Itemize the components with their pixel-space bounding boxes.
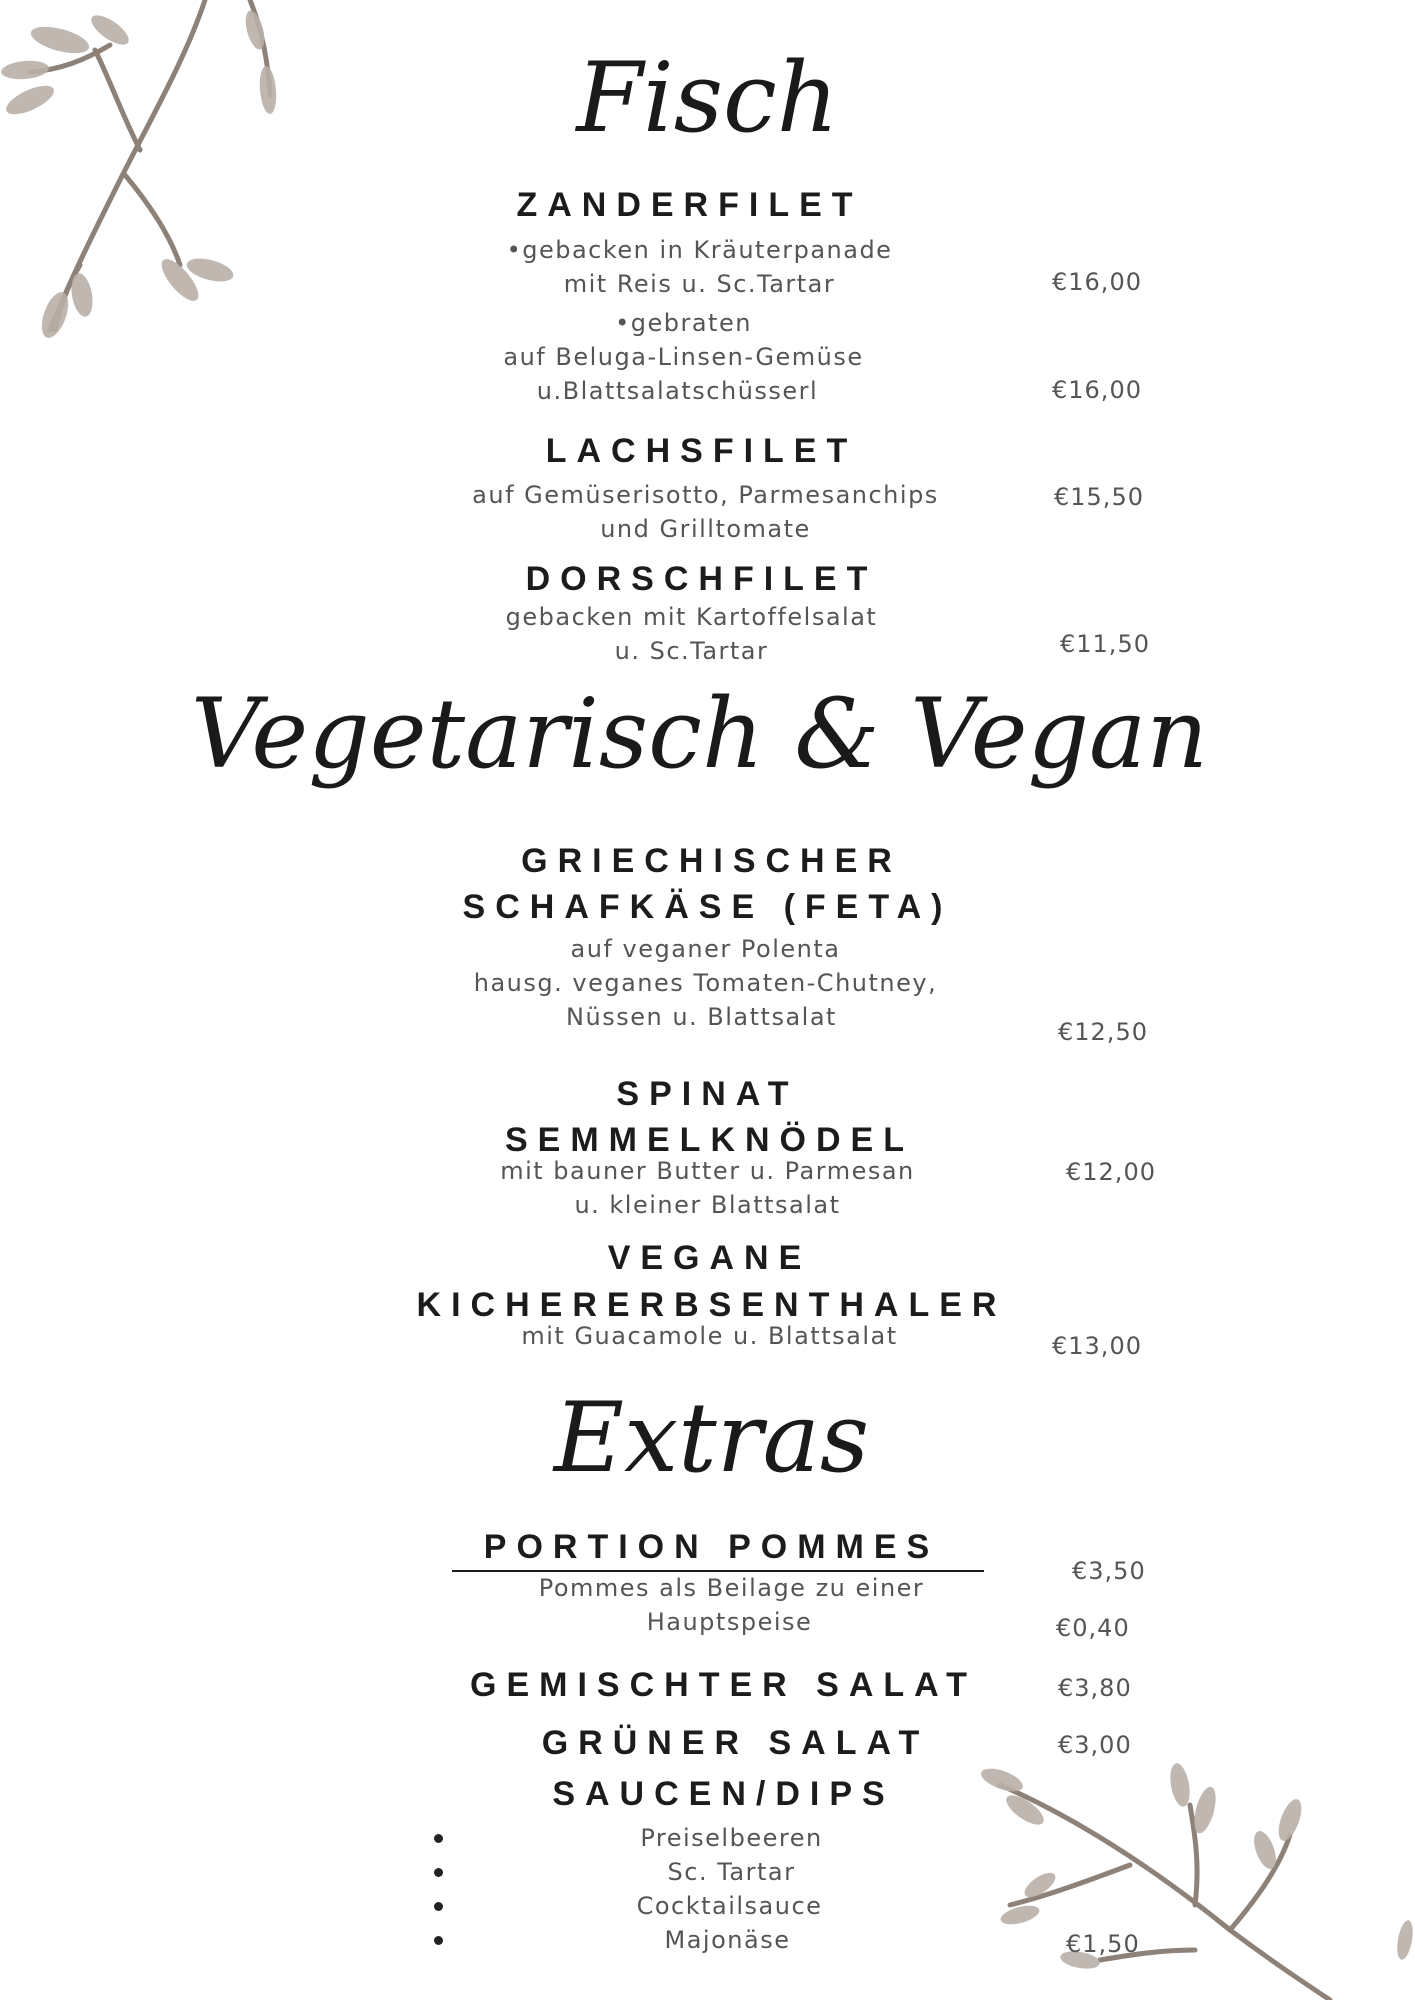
- item-desc: mit Reis u. Sc.Tartar: [563, 270, 836, 298]
- item-name-semmelknoedel: SEMMELKNÖDEL: [505, 1121, 914, 1159]
- list-item: Preiselbeeren: [640, 1824, 823, 1852]
- item-name-gemischter-salat: GEMISCHTER SALAT: [470, 1666, 977, 1704]
- item-name-portion-pommes: PORTION POMMES: [483, 1528, 940, 1566]
- item-price: €3,80: [1058, 1674, 1132, 1702]
- item-desc: •gebraten: [615, 309, 752, 337]
- item-price: €11,50: [1060, 630, 1150, 658]
- item-name-schafkaese: SCHAFKÄSE (FETA): [462, 888, 953, 926]
- item-desc: auf Gemüserisotto, Parmesanchips: [472, 481, 939, 509]
- item-price: €12,00: [1066, 1158, 1156, 1186]
- item-desc: Hauptspeise: [646, 1608, 813, 1636]
- section-title-fisch: Fisch: [576, 42, 839, 154]
- item-desc: auf veganer Polenta: [570, 935, 841, 963]
- item-name-dorschfilet: DORSCHFILET: [525, 560, 878, 598]
- item-name-vegane: VEGANE: [607, 1239, 812, 1277]
- item-price: €15,50: [1054, 483, 1144, 511]
- item-desc: gebacken mit Kartoffelsalat: [505, 603, 878, 631]
- item-price: €3,50: [1072, 1557, 1146, 1585]
- item-desc: u. kleiner Blattsalat: [574, 1191, 841, 1219]
- item-price: €13,00: [1052, 1332, 1142, 1360]
- item-desc: Pommes als Beilage zu einer: [538, 1574, 925, 1602]
- item-price: €16,00: [1052, 268, 1142, 296]
- item-name-spinat: SPINAT: [616, 1075, 799, 1113]
- item-price: €0,40: [1056, 1614, 1130, 1642]
- item-price: €12,50: [1058, 1018, 1148, 1046]
- list-item: Sc. Tartar: [667, 1858, 796, 1886]
- item-name-lachsfilet: LACHSFILET: [545, 432, 858, 470]
- item-desc: mit bauner Butter u. Parmesan: [500, 1157, 915, 1185]
- item-price: €3,00: [1058, 1731, 1132, 1759]
- item-name-griechischer: GRIECHISCHER: [521, 842, 902, 880]
- item-name-gruener-salat: GRÜNER SALAT: [541, 1724, 930, 1762]
- list-item: Majonäse: [664, 1926, 791, 1954]
- item-desc: und Grilltomate: [600, 515, 811, 543]
- item-desc: hausg. veganes Tomaten-Chutney,: [473, 969, 938, 997]
- section-title-extras: Extras: [553, 1382, 870, 1494]
- list-item: Cocktailsauce: [636, 1892, 823, 1920]
- section-title-vegetarisch-vegan: Vegetarisch & Vegan: [190, 678, 1209, 790]
- pommes-underline: [452, 1570, 984, 1572]
- item-name-saucen-dips: SAUCEN/DIPS: [552, 1775, 895, 1813]
- item-desc: auf Beluga-Linsen-Gemüse: [503, 343, 864, 371]
- item-desc: u. Sc.Tartar: [614, 637, 769, 665]
- item-price: €16,00: [1052, 376, 1142, 404]
- item-price: €1,50: [1066, 1930, 1140, 1958]
- item-desc: mit Guacamole u. Blattsalat: [521, 1322, 898, 1350]
- item-desc: •gebacken in Kräuterpanade: [506, 236, 893, 264]
- item-name-kichererbsenthaler: KICHERERBSENTHALER: [416, 1286, 1007, 1324]
- item-desc: Nüssen u. Blattsalat: [566, 1003, 837, 1031]
- item-name-zanderfilet: ZANDERFILET: [516, 186, 863, 224]
- item-desc: u.Blattsalatschüsserl: [536, 377, 819, 405]
